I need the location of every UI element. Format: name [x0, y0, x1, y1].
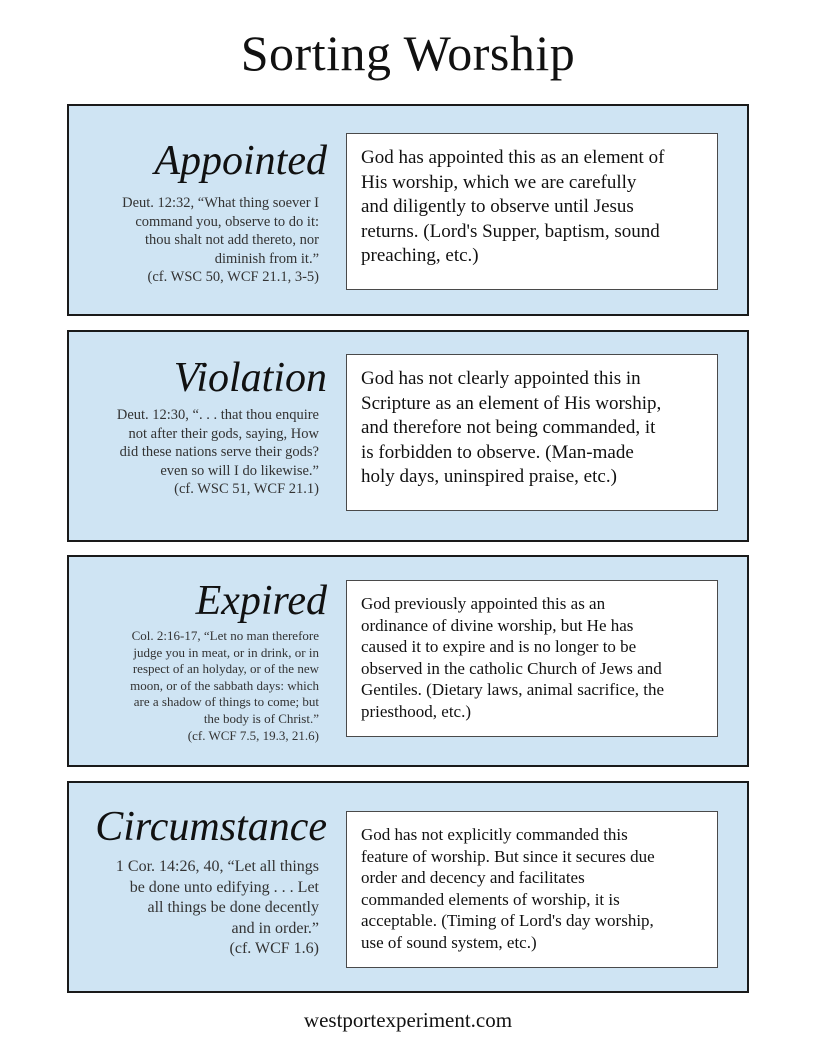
description-line: Scripture as an element of His worship, [361, 392, 662, 414]
reference-line: even so will I do likewise.” [160, 462, 319, 479]
description-line: ordinance of divine worship, but He has [361, 615, 634, 635]
category-panel-circumstance [67, 781, 749, 993]
reference-line: all things be done decently [147, 899, 319, 916]
reference-line: (cf. WCF 1.6) [229, 940, 319, 957]
description-line: observed in the catholic Church of Jews and [361, 658, 662, 678]
description-line: feature of worship. But since it secures due [361, 846, 655, 866]
description-line: God has not explicitly commanded this [361, 825, 628, 844]
category-left-column [69, 332, 327, 540]
category-description-box [346, 354, 718, 511]
reference-line: (cf. WSC 51, WCF 21.1) [174, 481, 319, 497]
description-line: God previously appointed this as an [361, 594, 606, 613]
reference-line: did these nations serve their gods? [119, 444, 319, 460]
scripture-reference [69, 628, 319, 744]
scripture-reference [69, 406, 319, 499]
reference-line: Deut. 12:30, “. . . that thou enquire [116, 407, 319, 423]
reference-line: command you, observe to do it: [135, 213, 319, 230]
reference-line: (cf. WSC 50, WCF 21.1, 3-5) [147, 269, 319, 285]
category-description-box [346, 133, 718, 290]
reference-line: moon, or of the sabbath days: which [130, 677, 319, 693]
category-panel-expired [67, 555, 749, 767]
scripture-reference [69, 194, 319, 287]
description-line: commanded elements of worship, it is [361, 889, 620, 909]
category-description-box [346, 811, 718, 968]
description-line: Gentiles. (Dietary laws, animal sacrifice, the [361, 680, 665, 700]
description-line: priesthood, etc.) [361, 701, 471, 721]
category-heading: Appointed [154, 138, 327, 184]
category-heading: Expired [195, 578, 327, 624]
reference-line: are a shadow of things to come; but [133, 694, 319, 710]
description-line: acceptable. (Timing of Lord's day worship, [361, 911, 654, 931]
reference-line: 1 Cor. 14:26, 40, “Let all things [115, 858, 319, 875]
website-footer: westportexperiment.com [303, 1008, 513, 1032]
reference-line: Col. 2:16-17, “Let no man therefore [131, 628, 319, 643]
category-left-column [69, 106, 327, 314]
description-line: caused it to expire and is no longer to be [361, 637, 637, 657]
category-heading: Circumstance [95, 804, 327, 850]
reference-line: (cf. WCF 7.5, 19.3, 21.6) [187, 727, 319, 743]
description-line: order and decency and facilitates [361, 868, 585, 888]
reference-line: Deut. 12:32, “What thing soever I [122, 195, 319, 211]
category-left-column [69, 557, 327, 765]
description-line: is forbidden to observe. (Man-made [361, 441, 634, 463]
reference-line: thou shalt not add thereto, nor [145, 232, 319, 248]
reference-line: respect of an holyday, or of the new [132, 661, 319, 677]
description-line: His worship, which we are carefully [361, 171, 637, 193]
reference-line: and in order.” [231, 919, 319, 937]
category-panel-violation [67, 330, 749, 542]
page-title: Sorting Worship [240, 25, 576, 81]
scripture-reference [69, 857, 319, 960]
description-line: returns. (Lord's Supper, baptism, sound [361, 220, 660, 242]
reference-line: not after their gods, saying, How [128, 425, 319, 442]
reference-line: be done unto edifying . . . Let [129, 878, 319, 896]
reference-line: the body is of Christ.” [203, 710, 319, 726]
reference-line: judge you in meat, or in drink, or in [133, 644, 319, 660]
reference-line: diminish from it.” [214, 250, 319, 267]
description-line: use of sound system, etc.) [361, 932, 537, 952]
category-heading: Violation [173, 355, 327, 401]
description-line: and therefore not being commanded, it [361, 417, 656, 439]
category-left-column [69, 783, 327, 991]
description-line: God has not clearly appointed this in [361, 368, 641, 389]
description-line: and diligently to observe until Jesus [361, 196, 634, 218]
description-line: God has appointed this as an element of [361, 147, 665, 168]
category-description-box [346, 580, 718, 737]
description-line: holy days, uninspired praise, etc.) [361, 466, 617, 488]
description-line: preaching, etc.) [361, 245, 479, 267]
category-panel-appointed [67, 104, 749, 316]
